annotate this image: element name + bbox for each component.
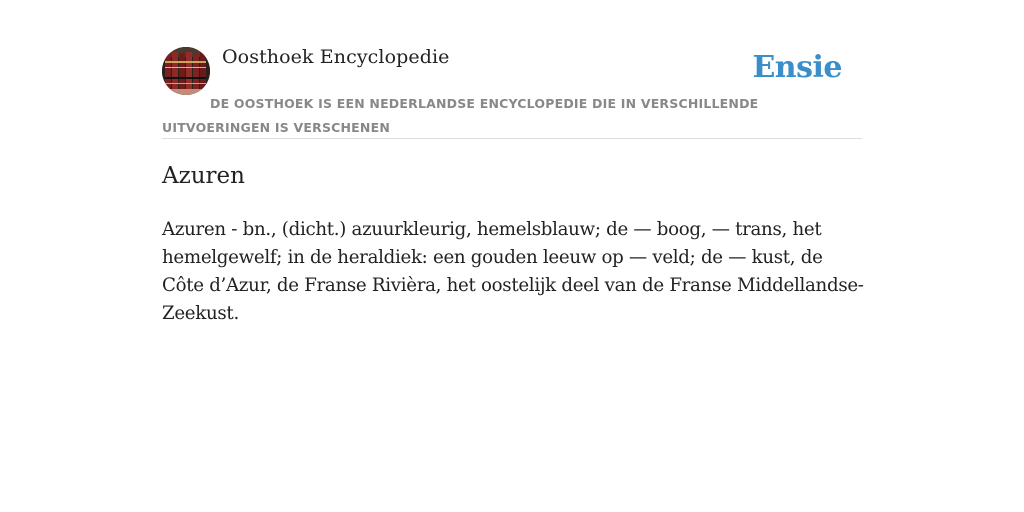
- article-body: Azuren - bn., (dicht.) azuurkleurig, hemelsblauw; de — boog, — trans, het hemelgewelf; in de heraldiek: een gouden leeuw op — veld; de — kust, de Côte d’Azur, de Franse Rivièra, het oostelijk deel van de Franse Middellandse-Zeekust.: [162, 219, 864, 324]
- article-title: Azuren: [162, 163, 245, 189]
- site-tagline: DE OOSTHOEK IS EEN NEDERLANDSE ENCYCLOPEDIE DIE IN VERSCHILLENDE UITVOERINGEN IS VERSCHENEN: [162, 96, 759, 135]
- site-avatar[interactable]: [162, 47, 210, 95]
- brand-logo-link[interactable]: Ensie: [752, 50, 842, 85]
- site-header: [162, 0, 862, 139]
- site-name[interactable]: Oosthoek Encyclopedie: [222, 46, 450, 68]
- book-spines-icon: [162, 47, 210, 95]
- page-container: [162, 0, 864, 324]
